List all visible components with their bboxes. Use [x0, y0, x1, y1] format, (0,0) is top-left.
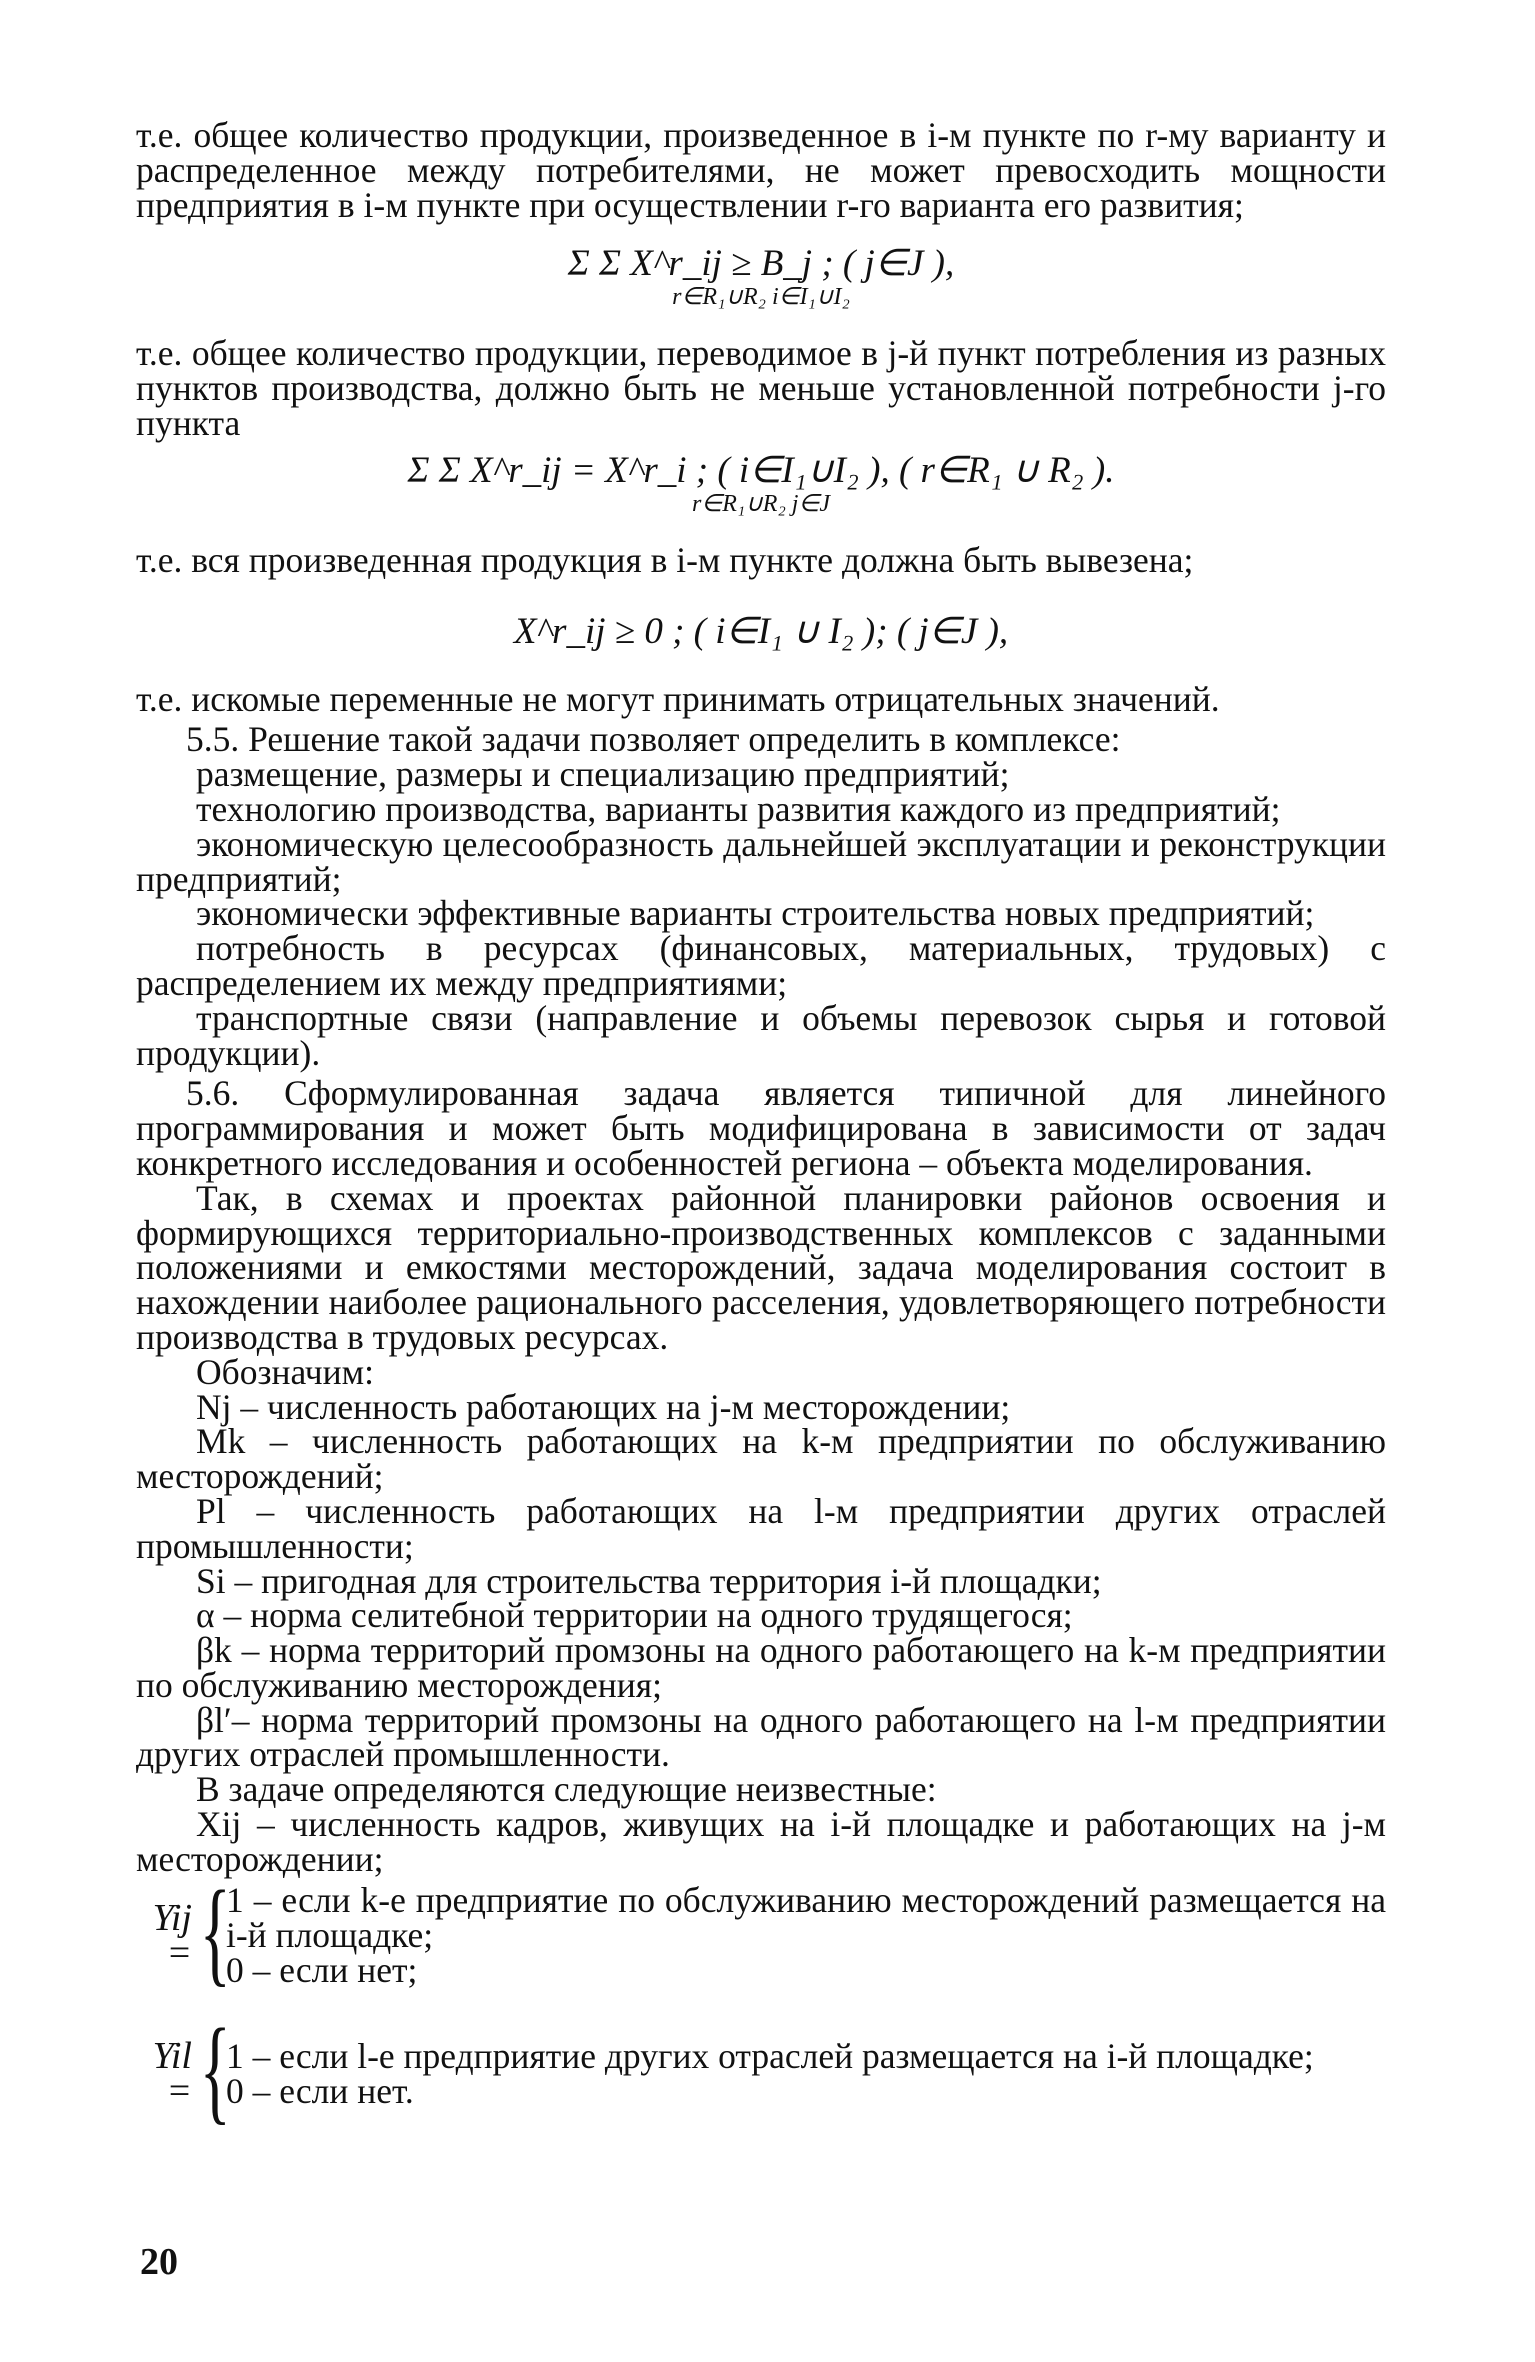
- piecewise-cases: [226, 2035, 1386, 2111]
- formula-subscript: r∈R₁∪R₂ j∈J: [691, 490, 831, 517]
- document-page: [136, 115, 1386, 2135]
- paragraph-notation-heading: Обозначим:: [196, 1351, 374, 1392]
- definition-item: Si – пригодная для строительства территория i-й площадки;: [196, 1560, 1102, 1601]
- definition-item: Nj – численность работающих на j-м месторождении;: [196, 1386, 1011, 1427]
- formula-balance-constraint: [136, 451, 1386, 517]
- paragraph-demand-explanation: т.е. общее количество продукции, переводимое в j-й пункт потребления из разных пунктов производства, должно быть не меньше установленной потребности j-го пункта: [136, 333, 1386, 443]
- list-item: потребность в ресурсах (финансовых, материальных, трудовых) с распределением их между предприятиями;: [136, 928, 1386, 1003]
- definition-item: βl′– норма территорий промзоны на одного работающего на l-м предприятии других отраслей промышленности.: [136, 1699, 1386, 1775]
- section-5-5: 5.5. Решение такой задачи позволяет определить в комплексе:: [186, 719, 1121, 760]
- section-5-6: 5.6. Сформулированная задача является типичной для линейного программирования и может быть модифицирована в зависимости от задач конкретного исследования и особенностей региона – объекта моделирования.: [136, 1073, 1386, 1183]
- definition-item: α – норма селитебной территории на одного трудящегося;: [196, 1595, 1073, 1636]
- paragraph-nonnegativity-explanation: т.е. искомые переменные не могут принимать отрицательных значений.: [136, 678, 1220, 719]
- formula-nonnegativity: X^r_ij ≥ 0 ; ( i∈I₁ ∪ I₂ ); ( j∈J ),: [513, 610, 1009, 652]
- paragraph-capacity-constraint: т.е. общее количество продукции, произведенное в i-м пункте по r-му варианту и распределенное между потребителями, не может превосходить мощности предприятия в i-м пункте при осуществлении r-го варианта его развития;: [136, 115, 1386, 225]
- paragraph-planning: Так, в схемах и проектах районной планировки районов освоения и формирующихся территориально-производственных комплексов с заданными положениями и емкостями месторождений, задача моделирования состоит в нахождении наиболее рационального расселения, удовлетворяющего потребности производства в трудовых ресурсах.: [136, 1177, 1386, 1357]
- spacer: [136, 1995, 1386, 2015]
- piecewise-cases: [226, 1880, 1386, 1991]
- formula-demand-constraint: [136, 244, 1386, 310]
- formula-text: Σ Σ X^r_ij = X^r_i ; ( i∈I₁∪I₂ ), ( r∈R₁ ∪ R₂ ).: [407, 449, 1115, 491]
- list-item: размещение, размеры и специализацию предприятий;: [196, 754, 1010, 795]
- definition-item: βk – норма территорий промзоны на одного работающего на k-м предприятии по обслуживанию месторождения;: [136, 1630, 1386, 1705]
- list-item: экономически эффективные варианты строительства новых предприятий;: [196, 893, 1315, 934]
- piecewise-lhs: Yij =: [152, 1896, 192, 1974]
- list-item: экономическую целесообразность дальнейшей эксплуатации и реконструкции предприятий;: [136, 823, 1386, 899]
- formula-subscript: r∈R₁∪R₂ i∈I₁∪I₂: [672, 284, 850, 311]
- definition-item: Pl – численность работающих на l-м предприятии других отраслей промышленности;: [136, 1490, 1386, 1566]
- case-line: 1 – если k-е предприятие по обслуживанию месторождений размещается на i-й площадке;: [226, 1880, 1386, 1956]
- case-line: 0 – если нет.: [226, 2070, 414, 2111]
- list-item: технологию производства, варианты развития каждого из предприятий;: [196, 788, 1281, 829]
- brace-symbol: {: [199, 1865, 231, 1997]
- case-line: 1 – если l-е предприятие других отраслей размещается на i-й площадке;: [226, 2035, 1314, 2076]
- definition-item: Xij – численность кадров, живущих на i-й площадке и работающих на j-м месторождении;: [136, 1804, 1386, 1879]
- definition-item: Mk – численность работающих на k-м предприятии по обслуживанию месторождений;: [136, 1421, 1386, 1497]
- page-number: 20: [140, 2241, 178, 2283]
- paragraph-export-explanation: т.е. вся произведенная продукция в i-м пункте должна быть вывезена;: [136, 539, 1194, 580]
- brace-symbol: {: [199, 2003, 231, 2135]
- piecewise-lhs: Yil =: [152, 2034, 192, 2112]
- case-line: 0 – если нет;: [226, 1950, 418, 1991]
- paragraph-unknowns-heading: В задаче определяются следующие неизвестные:: [196, 1769, 937, 1810]
- piecewise-definition-yil: [136, 2003, 1386, 2135]
- formula-text: Σ Σ X^r_ij ≥ B_j ; ( j∈J ),: [567, 243, 955, 285]
- piecewise-definition-yij: [136, 1865, 1386, 1997]
- list-item: транспортные связи (направление и объемы перевозок сырья и готовой продукции).: [136, 997, 1386, 1073]
